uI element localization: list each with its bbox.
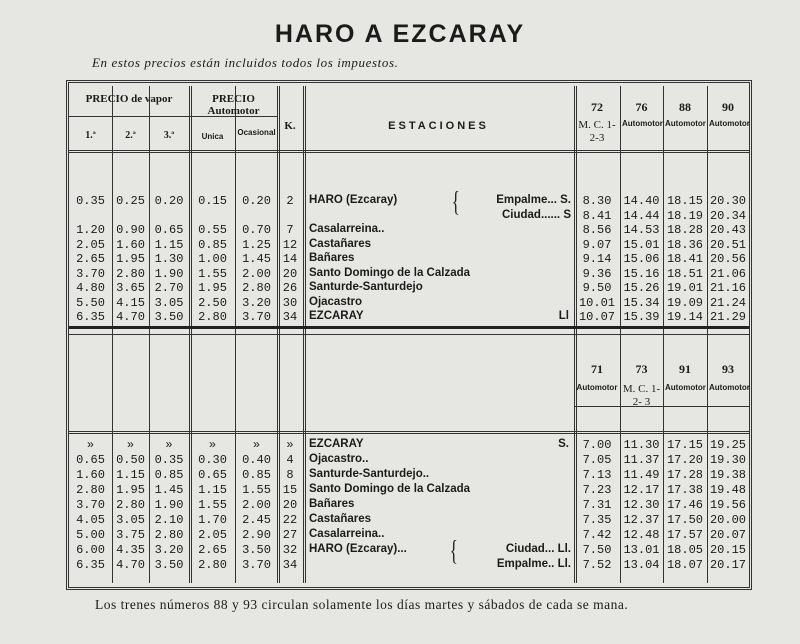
fare-cell-p3: 1.30: [154, 252, 184, 266]
train-time: 17.46: [666, 498, 703, 512]
fare-cell-a1: 0.85: [198, 237, 227, 252]
header-estaciones: ESTACIONES: [388, 120, 489, 132]
train-type: M. C. 1-2-3: [578, 119, 616, 144]
fare-cell-p2: 2.80: [116, 498, 145, 512]
train-time: 17.50: [666, 513, 703, 527]
fare-cell-p3: 0.65: [154, 223, 184, 237]
fare-cell-p3: 0.20: [154, 194, 184, 208]
train-time: 9.14: [582, 252, 612, 266]
header-km: K.: [284, 120, 296, 132]
station-name: Bañares: [309, 498, 355, 510]
train-time: 14.40: [623, 194, 660, 208]
fare-cell-p1: 1.20: [76, 223, 105, 237]
train-type: M. C. 1-2- 3: [622, 383, 661, 408]
fare-cell-p3: 2.80: [154, 528, 184, 542]
train-time: 9.36: [582, 266, 612, 281]
fare-cell-p2: 4.15: [116, 295, 145, 310]
fare-cell-a2: 3.50: [242, 543, 271, 557]
train-type: Automotor: [622, 119, 663, 128]
fare-cell-km: 2: [286, 194, 294, 208]
fare-cell-p1: 6.00: [76, 543, 105, 557]
section-divider: [69, 326, 749, 329]
fare-cell-a1: 1.55: [198, 266, 227, 281]
fare-cell-p1: 5.00: [76, 528, 105, 542]
train-time: 17.38: [666, 483, 703, 497]
train-time: 15.39: [623, 310, 660, 324]
train-time: 12.30: [623, 498, 660, 512]
fare-cell-p2: 4.70: [116, 558, 145, 572]
train-time: 18.07: [666, 558, 703, 572]
train-time: 19.14: [666, 310, 703, 324]
train-time: 8.41: [582, 208, 612, 223]
fare-cell-a2: 0.20: [242, 194, 271, 208]
train-time: 7.52: [582, 558, 612, 572]
fare-cell-p3: »: [165, 438, 173, 452]
fare-cell-km: 34: [282, 558, 298, 572]
train-time: 7.31: [582, 498, 612, 512]
train-time: 20.00: [709, 513, 746, 527]
fare-cell-km: 14: [282, 252, 298, 266]
fare-cell-a2: 1.25: [242, 237, 271, 252]
station-sub: Empalme.. Ll.: [496, 558, 571, 570]
train-time: 15.34: [623, 295, 660, 310]
fare-cell-p1: 4.05: [76, 513, 105, 527]
train-time: 18.15: [666, 194, 703, 208]
station-sub: Empalme... S.: [496, 194, 571, 206]
header-rule: [69, 116, 189, 117]
train-time: 7.23: [582, 483, 612, 497]
train-time: 17.28: [666, 468, 703, 482]
header-unica: Unica: [201, 132, 224, 141]
fare-cell-a1: 0.15: [198, 194, 227, 208]
train-type: Automotor: [665, 383, 706, 392]
fare-cell-p2: 0.50: [116, 453, 145, 467]
station-sub: Ciudad... Ll.: [505, 543, 571, 555]
station-name: Santurde-Santurdejo: [309, 281, 423, 293]
fare-cell-a2: 2.45: [242, 513, 271, 527]
fare-cell-km: 12: [282, 237, 298, 252]
footnote: Los trenes números 88 y 93 circulan solamente los días martes y sábados de cada se mana.: [95, 597, 629, 612]
train-time: 20.51: [709, 237, 746, 252]
fare-cell-p1: »: [86, 438, 95, 452]
fare-cell-p2: 1.95: [116, 252, 145, 266]
fare-cell-p3: 2.10: [154, 513, 184, 527]
train-time: 21.16: [709, 281, 746, 295]
fare-cell-a2: 2.00: [242, 266, 271, 281]
train-time: 7.00: [582, 438, 612, 452]
fare-cell-p1: 3.70: [76, 266, 105, 281]
brace-icon: {: [451, 187, 460, 218]
header-class-2: 2.ª: [125, 130, 136, 141]
station-sub: Ll: [558, 310, 569, 322]
train-time: 19.01: [666, 281, 703, 295]
fare-cell-p3: 3.05: [154, 295, 184, 310]
train-type: Automotor: [576, 383, 618, 392]
fare-cell-p3: 1.15: [154, 237, 184, 252]
fare-cell-p2: 4.70: [116, 310, 145, 324]
fare-cell-a2: 1.55: [242, 483, 271, 497]
train-time: 18.19: [666, 208, 703, 223]
fare-cell-a2: 0.40: [242, 453, 271, 467]
train-time: 21.29: [709, 310, 746, 324]
fare-cell-p1: 0.35: [76, 194, 105, 208]
fare-cell-a1: 2.50: [198, 295, 227, 310]
fare-cell-a1: 2.80: [198, 558, 227, 572]
fare-cell-a1: 1.95: [198, 281, 227, 295]
fare-cell-km: 27: [282, 528, 298, 542]
train-number: 73: [635, 362, 648, 376]
train-time: 21.06: [709, 266, 746, 281]
header-rule: [574, 406, 749, 407]
train-time: 20.43: [709, 223, 746, 237]
train-time: 17.57: [666, 528, 703, 542]
train-number: 88: [679, 100, 691, 114]
header-rule: [69, 431, 749, 434]
station-name: Bañares: [309, 252, 355, 264]
station-name: EZCARAY: [309, 438, 364, 450]
fare-cell-a1: »: [208, 438, 217, 452]
header-precio-vapor: PRECIO de vapor: [85, 93, 173, 105]
fare-cell-p1: 5.50: [76, 295, 105, 310]
fare-cell-km: 8: [286, 468, 294, 482]
fare-cell-p3: 0.85: [154, 468, 184, 482]
fare-cell-p1: 2.80: [76, 483, 105, 497]
station-name: Ojacastro..: [309, 453, 369, 465]
fare-cell-km: 20: [282, 498, 298, 512]
fare-cell-p3: 1.90: [154, 498, 184, 512]
fare-cell-km: 7: [286, 223, 294, 237]
fare-cell-p1: 1.60: [76, 468, 105, 482]
train-number: 90: [722, 100, 734, 114]
header-rule: [69, 150, 749, 153]
fare-cell-a2: 3.20: [242, 295, 271, 310]
train-number: 93: [722, 362, 734, 376]
fare-cell-a2: 1.45: [242, 252, 271, 266]
train-time: 12.48: [623, 528, 660, 542]
fare-cell-a2: 3.70: [242, 558, 271, 572]
train-time: 19.30: [709, 453, 746, 467]
fare-cell-km: 32: [282, 543, 298, 557]
fare-cell-p2: 3.05: [116, 513, 145, 527]
train-time: 9.07: [582, 237, 612, 252]
station-sub: Ciudad...... S: [501, 208, 571, 221]
train-time: 13.04: [623, 558, 660, 572]
train-time: 19.38: [709, 468, 746, 482]
fare-cell-a2: 2.80: [242, 281, 271, 295]
train-time: 17.15: [666, 438, 703, 452]
timetable-frame: [66, 80, 752, 590]
fare-cell-a1: 2.65: [198, 543, 227, 557]
fare-cell-p2: 1.60: [116, 237, 145, 252]
fare-cell-p3: 0.35: [154, 453, 184, 467]
train-time: 8.56: [582, 223, 612, 237]
train-time: 15.01: [623, 237, 660, 252]
fare-cell-p1: 2.65: [76, 252, 105, 266]
train-time: 7.05: [582, 453, 612, 467]
fare-cell-a2: 0.85: [242, 468, 271, 482]
fare-cell-p2: 2.80: [116, 266, 145, 281]
fare-cell-p1: 2.05: [76, 237, 105, 252]
train-time: 10.01: [578, 295, 615, 310]
fare-cell-a1: 0.30: [198, 453, 227, 467]
fare-cell-p2: 0.25: [116, 194, 145, 208]
train-time: 11.37: [623, 453, 660, 467]
train-time: 18.36: [666, 237, 703, 252]
train-type: Automotor: [709, 383, 750, 392]
fare-cell-p1: 6.35: [76, 310, 105, 324]
brace-icon: {: [449, 536, 458, 567]
fare-cell-p3: 1.90: [154, 266, 184, 281]
train-time: 14.44: [623, 208, 660, 223]
train-number: 76: [635, 100, 648, 114]
page-title: HARO A EZCARAY: [274, 20, 526, 48]
fare-cell-p1: 3.70: [76, 498, 105, 512]
fare-cell-a1: 0.55: [198, 223, 227, 237]
station-name: Santurde-Santurdejo..: [309, 468, 430, 480]
train-number: 71: [591, 362, 603, 376]
train-time: 11.30: [623, 438, 660, 452]
fare-cell-p2: 1.95: [116, 483, 145, 497]
fare-cell-p2: 0.90: [116, 223, 145, 237]
station-sub: S.: [558, 438, 569, 450]
train-time: 20.15: [709, 543, 746, 557]
train-time: 20.30: [709, 194, 746, 208]
fare-cell-a2: 3.70: [242, 310, 271, 324]
fare-cell-p2: 3.65: [116, 281, 145, 295]
fare-cell-km: 20: [282, 266, 298, 281]
train-time: 7.42: [582, 528, 612, 542]
fare-cell-a1: 2.80: [198, 310, 227, 324]
fare-cell-a1: 1.55: [198, 498, 227, 512]
station-name: Santo Domingo de la Calzada: [309, 483, 471, 495]
fare-cell-p3: 3.50: [154, 558, 184, 572]
train-time: 7.50: [582, 543, 612, 557]
fare-cell-a1: 0.65: [198, 468, 227, 482]
train-number: 72: [591, 100, 603, 114]
header-class-3: 3.ª: [163, 130, 175, 141]
fare-cell-p3: 3.20: [154, 543, 184, 557]
train-time: 21.24: [709, 295, 746, 310]
fare-cell-p2: 1.15: [116, 468, 145, 482]
train-time: 19.09: [666, 295, 703, 310]
train-time: 13.01: [623, 543, 660, 557]
fare-cell-a1: 1.00: [198, 252, 227, 266]
train-time: 20.56: [709, 252, 746, 266]
train-time: 11.49: [623, 468, 660, 482]
fare-cell-p2: 4.35: [116, 543, 145, 557]
fare-cell-p3: 3.50: [154, 310, 184, 324]
fare-cell-a1: 2.05: [198, 528, 227, 542]
fare-cell-km: 22: [282, 513, 298, 527]
train-type: Automotor: [709, 119, 750, 128]
station-name: Casalarreina..: [309, 528, 385, 540]
train-time: 18.05: [666, 543, 703, 557]
train-time: 20.17: [709, 558, 746, 572]
train-time: 20.34: [709, 208, 746, 223]
fare-cell-a1: 1.15: [198, 483, 227, 497]
train-type: Automotor: [665, 119, 706, 128]
train-number: 91: [679, 362, 691, 376]
section-divider: [69, 334, 749, 335]
train-time: 7.35: [582, 513, 612, 527]
fare-cell-km: 4: [286, 453, 294, 467]
header-class-1: 1.ª: [85, 130, 96, 141]
fare-cell-p1: 6.35: [76, 558, 105, 572]
train-time: 18.28: [666, 223, 703, 237]
station-name: HARO (Ezcaray)...: [309, 543, 407, 555]
station-name: HARO (Ezcaray): [309, 194, 398, 206]
fare-cell-a1: 1.70: [198, 513, 227, 527]
station-name: Ojacastro: [309, 295, 363, 308]
train-time: 12.37: [623, 513, 660, 527]
fare-cell-km: 26: [282, 281, 298, 295]
fare-cell-p2: 3.75: [116, 528, 145, 542]
fare-cell-a2: 0.70: [242, 223, 271, 237]
train-time: 17.20: [666, 453, 703, 467]
train-time: 20.07: [709, 528, 746, 542]
station-name: Castañares: [309, 237, 372, 250]
train-time: 18.51: [666, 266, 703, 281]
fare-cell-km: 30: [282, 295, 298, 310]
train-time: 15.26: [623, 281, 660, 295]
train-time: 19.25: [709, 438, 746, 452]
fare-cell-a2: 2.90: [242, 528, 271, 542]
fare-cell-p2: »: [126, 438, 135, 452]
fare-cell-km: 34: [282, 310, 298, 324]
fare-cell-p1: 0.65: [76, 453, 105, 467]
subtitle: En estos precios están incluidos todos los impuestos.: [92, 55, 399, 70]
fare-cell-km: 15: [282, 483, 298, 497]
fare-cell-a2: »: [252, 438, 261, 452]
fare-cell-p3: 2.70: [154, 281, 184, 295]
train-time: 15.16: [623, 266, 660, 281]
fare-cell-p3: 1.45: [154, 483, 184, 497]
header-precio-automotor: PRECIO Automotor: [207, 93, 260, 117]
train-time: 8.30: [582, 194, 612, 208]
train-time: 10.07: [578, 310, 615, 324]
station-name: EZCARAY: [309, 310, 364, 322]
train-time: 18.41: [666, 252, 703, 266]
train-time: 19.56: [709, 498, 746, 512]
fare-cell-a2: 2.00: [242, 498, 271, 512]
train-time: 15.06: [623, 252, 660, 266]
station-name: Santo Domingo de la Calzada: [309, 266, 471, 279]
train-time: 7.13: [582, 468, 612, 482]
station-name: Casalarreina..: [309, 223, 385, 235]
header-ocasional: Ocasional: [237, 128, 276, 137]
fare-cell-p1: 4.80: [76, 281, 105, 295]
train-time: 19.48: [709, 483, 746, 497]
station-name: Castañares: [309, 513, 372, 525]
train-time: 12.17: [623, 483, 660, 497]
fare-cell-km: »: [286, 438, 294, 452]
train-time: 14.53: [623, 223, 660, 237]
train-time: 9.50: [582, 281, 612, 295]
